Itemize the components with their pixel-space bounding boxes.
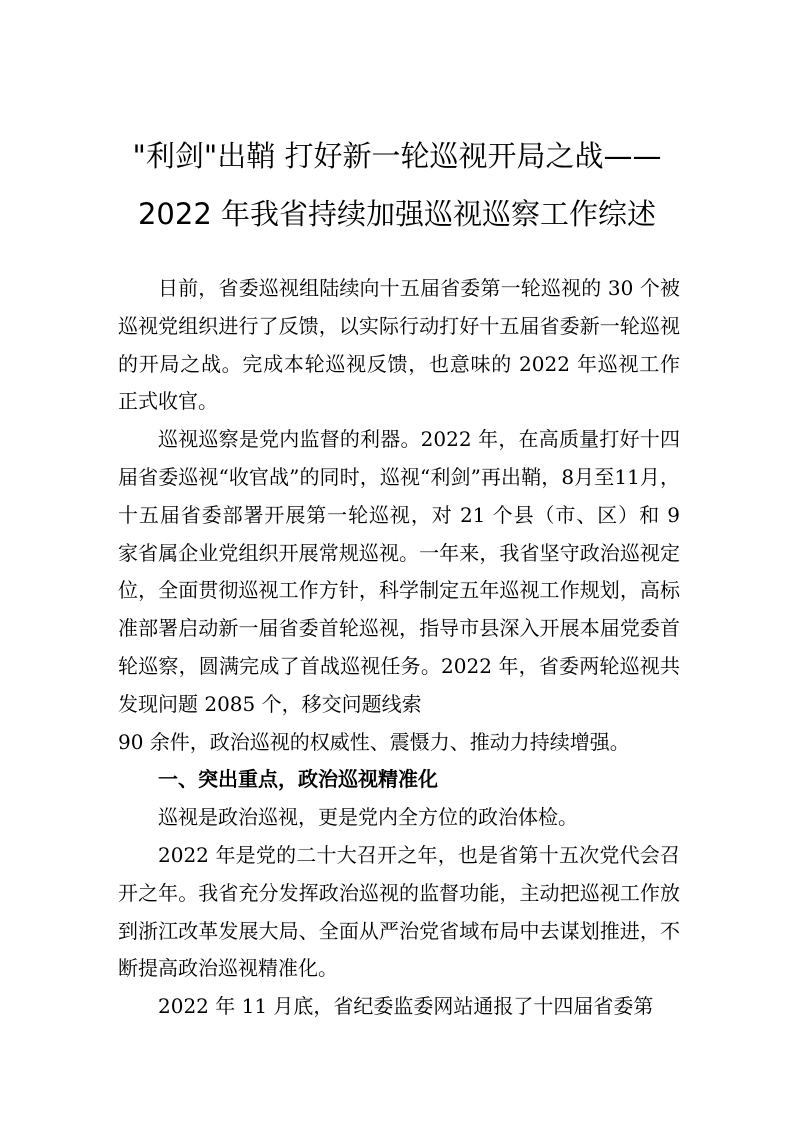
document-body xyxy=(118,270,680,1026)
document-title-line-2: 2022 年我省持续加强巡视巡察工作综述 xyxy=(137,197,657,231)
paragraph-2: 巡视巡察是党内监督的利器。2022 年，在高质量打好十四届省委巡视“收官战”的同时，巡视“利剑”再出鞘，8月至11月，十五届省委部署开展第一轮巡视，对 21 个县（市、区）和 9 家省属企业党组织开展常规巡视。一年来，我省坚守政治巡视定位，全面贯彻巡视工作方针，科学制定五年巡视工作规划，高标准部署启动新一届省委首轮巡视，指导市县深入开展本届党委首轮巡察，圆满完成了首战巡视任务。2022 年，省委两轮巡视共发现问题 2085 个，移交问题线索 xyxy=(118,427,680,716)
paragraph-5: 2022 年 11 月底，省纪委监委网站通报了十四届省委第 xyxy=(158,994,654,1019)
paragraph-2-continuation: 90 余件，政治巡视的权威性、震慑力、推动力持续增强。 xyxy=(118,729,630,754)
paragraph-4: 2022 年是党的二十大召开之年，也是省第十五次党代会召开之年。我省充分发挥政治巡视的监督功能，主动把巡视工作放到浙江改革发展大局、全面从严治党省域布局中去谋划推进，不断提高政治巡视精准化。 xyxy=(118,842,680,981)
paragraph-3: 巡视是政治巡视，更是党内全方位的政治体检。 xyxy=(158,805,578,830)
section-heading-1: 一、突出重点，政治巡视精准化 xyxy=(158,767,438,792)
paragraph-1: 日前，省委巡视组陆续向十五届省委第一轮巡视的 30 个被巡视党组织进行了反馈，以实际行动打好十五届省委新一轮巡视的开局之战。完成本轮巡视反馈，也意味的 2022 年巡视工作正式收官。 xyxy=(118,276,680,414)
document-title-line-1: "利剑"出鞘 打好新一轮巡视开局之战—— xyxy=(132,139,662,173)
